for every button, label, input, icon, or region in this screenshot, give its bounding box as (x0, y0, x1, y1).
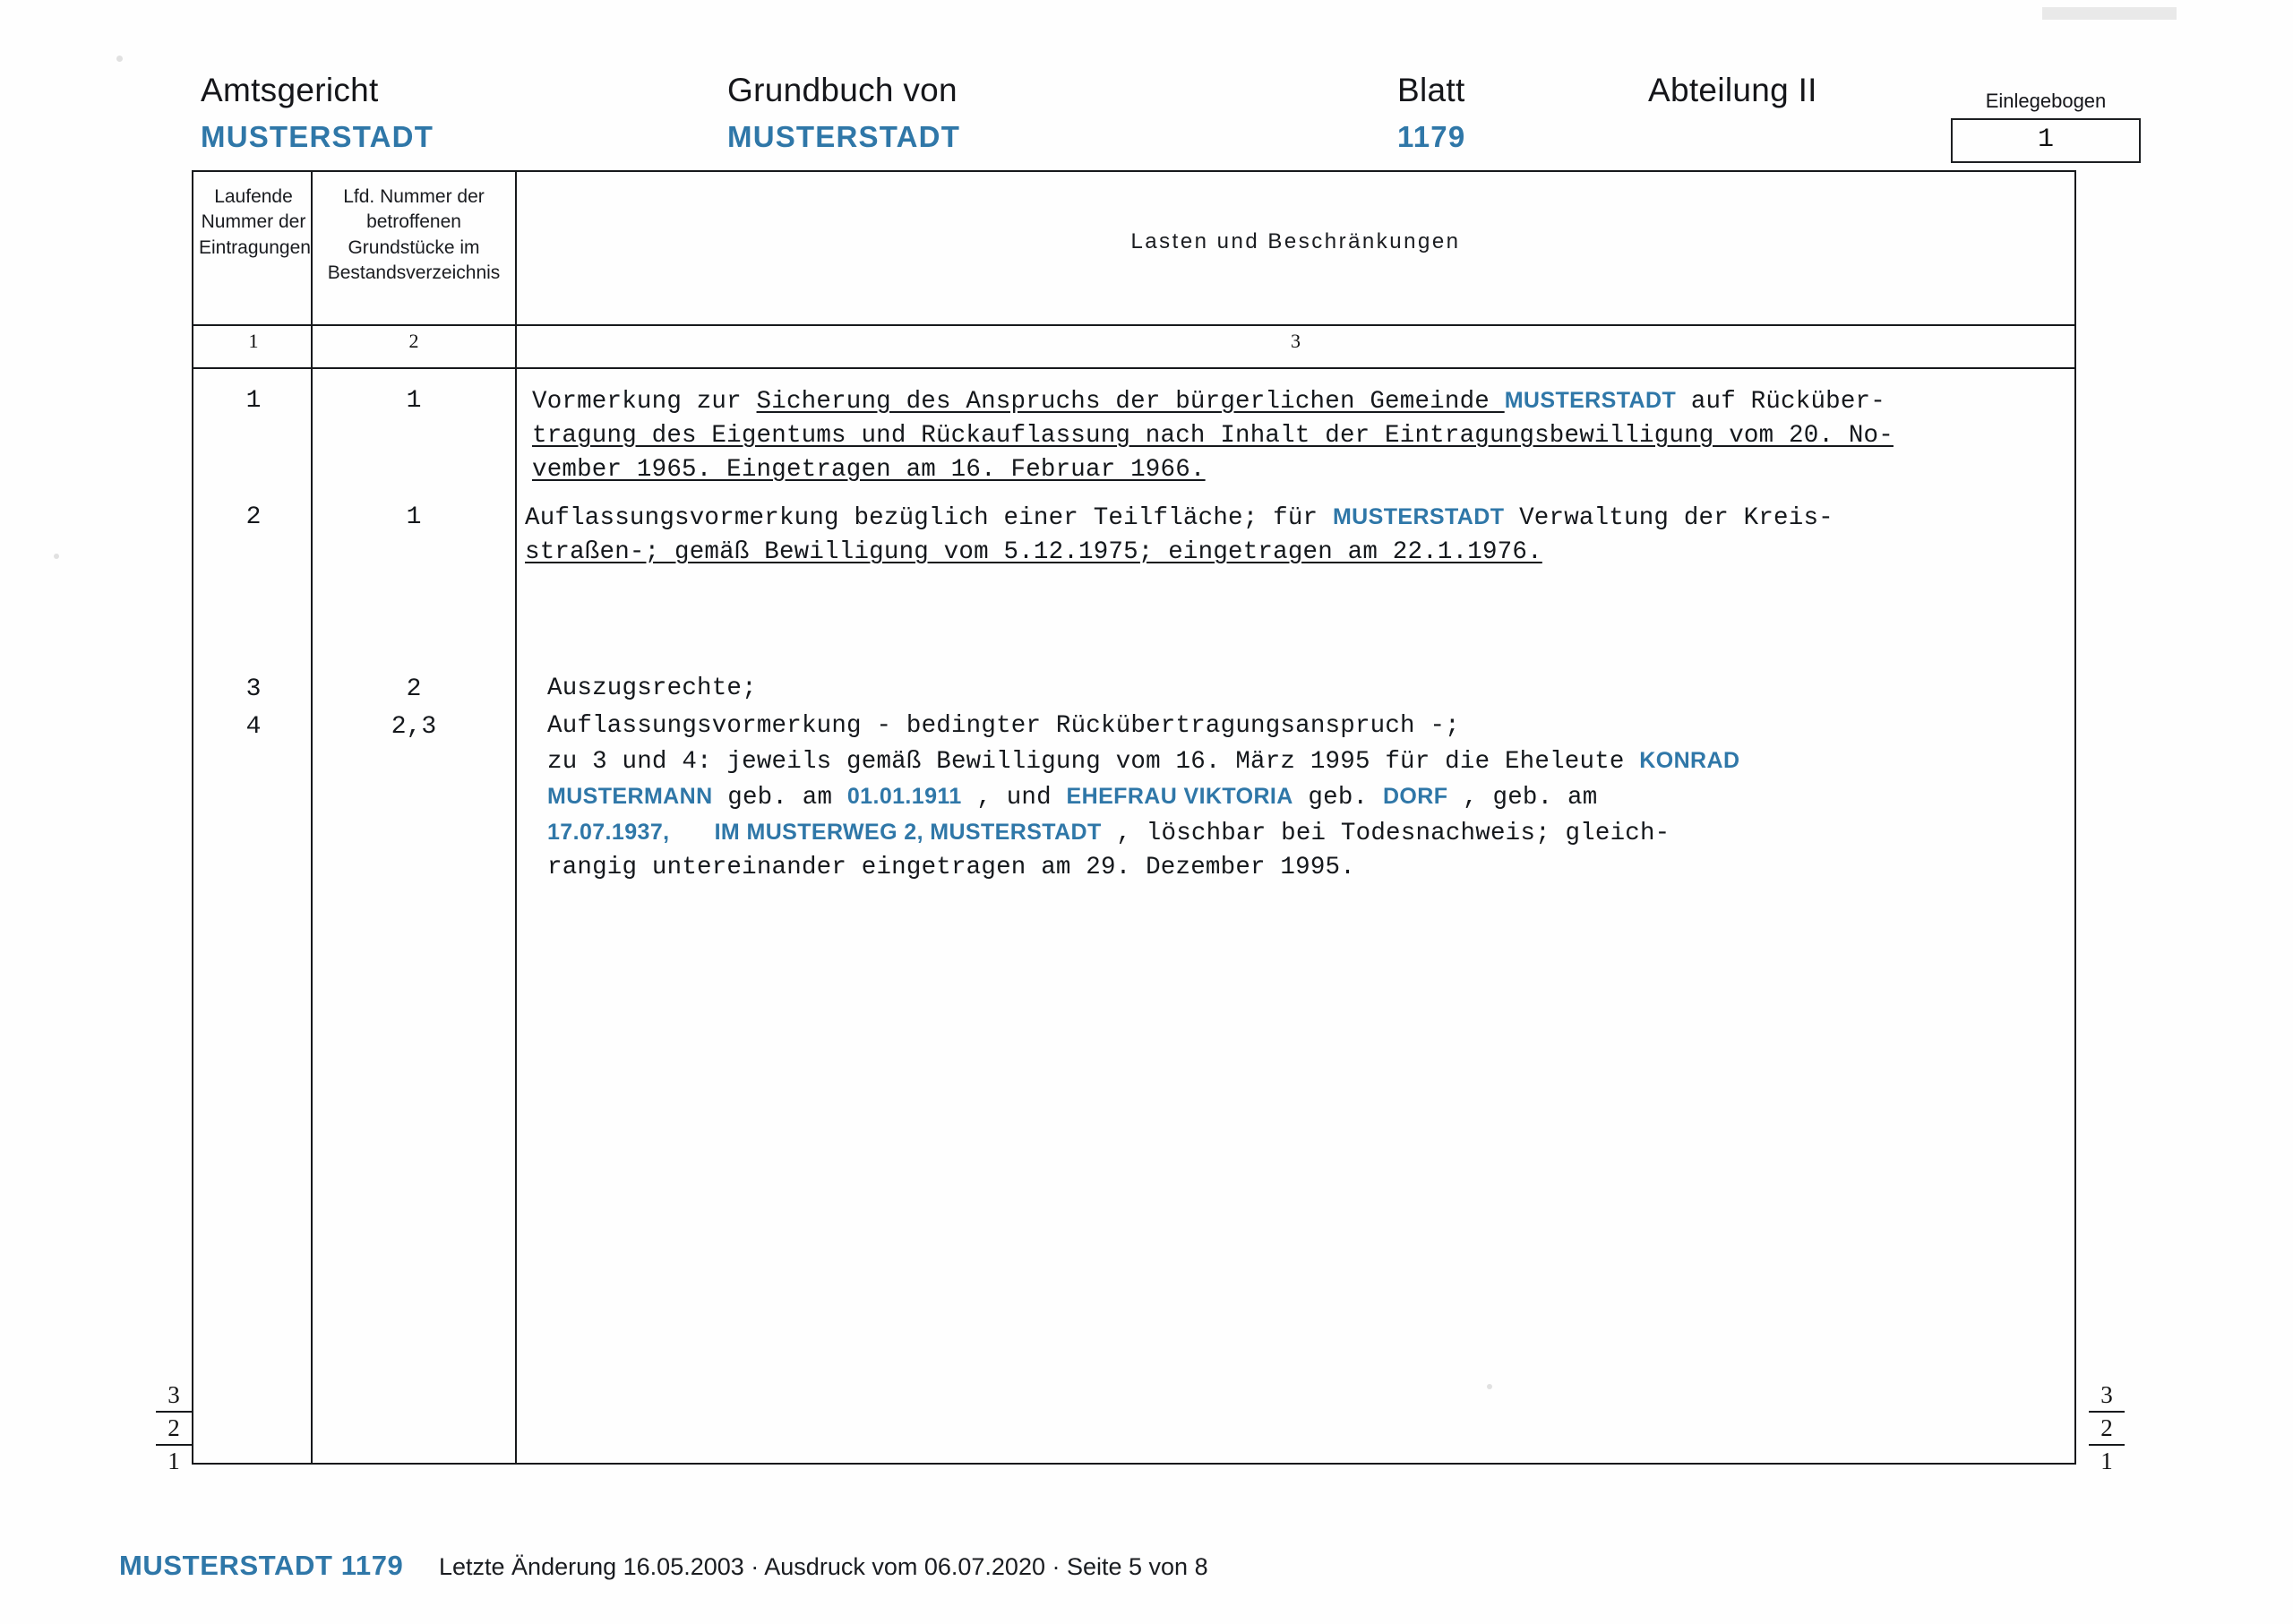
entry-parcel-ref: 1 (406, 387, 422, 415)
margin-tick: 2 (156, 1411, 192, 1444)
entry-number: 3 (245, 675, 262, 703)
column-header-3: Lasten und Beschränkungen (1130, 229, 1461, 253)
insert-sheet-block (1951, 90, 2141, 163)
entry-highlight: DORF (1382, 784, 1448, 809)
entry-text-part: Vormerkung zur (532, 388, 757, 416)
court-value: MUSTERSTADT (201, 120, 434, 153)
entry-highlight: MUSTERSTADT (1504, 388, 1677, 413)
column-header-2: Lfd. Nummer der betroffenen Grundstücke im Bestandsverzeichnis (327, 186, 501, 284)
entry-text (547, 672, 2061, 706)
entry-text-part: Verwaltung der Kreis- (1504, 504, 1834, 532)
entry-text-line (532, 383, 2055, 419)
entry-text-line (547, 779, 2070, 815)
sheet-value: 1179 (1397, 120, 1466, 153)
margin-tick: 1 (2089, 1444, 2125, 1477)
entry-text-part: , und (961, 784, 1067, 812)
margin-ticks-right (2089, 1379, 2125, 1477)
entry-highlight: MUSTERMANN (547, 784, 713, 809)
column-number-3: 3 (1291, 330, 1301, 352)
entry-text-part: zu 3 und 4: jeweils gemäß Bewilligung vom 16. März 1995 für die Eheleute (547, 748, 1640, 776)
entry-text-line: straßen-; gemäß Bewilligung vom 5.12.1975; eingetragen am 22.1.1976. (525, 538, 1542, 566)
insert-sheet-label: Einlegebogen (1985, 90, 2107, 112)
entry-text-line: Auszugsrechte; (547, 675, 757, 702)
entry-highlight: 17.07.1937, (547, 820, 670, 845)
register-label: Grundbuch von (727, 72, 958, 108)
column-header-1: Laufende Nummer der Eintragungen (199, 186, 311, 258)
entry-text-part: , geb. am (1447, 784, 1598, 812)
entry-text-part: Auflassungsvormerkung bezüglich einer Teilfläche; für (525, 504, 1333, 532)
scan-speck (116, 56, 123, 62)
margin-tick: 3 (167, 1381, 180, 1408)
entry-text-line (525, 500, 2074, 536)
column-number-1: 1 (248, 330, 259, 352)
section-label: Abteilung II (1648, 72, 1817, 108)
entry-text-line (547, 743, 2070, 779)
entry-text (525, 500, 2074, 570)
entry-text (532, 383, 2055, 487)
sheet-label: Blatt (1397, 72, 1465, 108)
entry-text-part: geb. (1292, 784, 1383, 812)
entry-number: 2 (245, 503, 262, 531)
register-block (727, 72, 960, 154)
section-block (1648, 72, 1817, 109)
entry-text (547, 709, 2070, 885)
insert-sheet-value: 1 (1951, 118, 2141, 163)
margin-tick: 2 (2089, 1411, 2125, 1444)
table-column-divider-2 (515, 172, 517, 1463)
entry-parcel-ref: 2 (406, 675, 422, 703)
entry-text-line: Auflassungsvormerkung - bedingter Rückübertragungsanspruch -; (547, 712, 1460, 740)
entry-text-part: , löschbar bei Todesnachweis; gleich- (1101, 820, 1670, 847)
scan-speck (54, 554, 59, 559)
table-header-divider (193, 324, 2074, 326)
court-label: Amtsgericht (201, 72, 379, 108)
entries-table (192, 170, 2076, 1465)
table-column-divider-1 (311, 172, 313, 1463)
table-numberrow-divider (193, 367, 2074, 369)
entry-number: 1 (245, 387, 262, 415)
scan-artifact (2042, 7, 2177, 20)
entry-parcel-ref: 1 (406, 503, 422, 531)
entry-text-line: vember 1965. Eingetragen am 16. Februar 1966. (532, 456, 1206, 484)
entry-highlight: KONRAD (1639, 748, 1740, 773)
court-block (201, 72, 434, 154)
footer-meta: Letzte Änderung 16.05.2003 · Ausdruck vom 06.07.2020 · Seite 5 von 8 (439, 1553, 1208, 1580)
entry-text-line: rangig untereinander eingetragen am 29. Dezember 1995. (547, 854, 1355, 881)
sheet-block (1397, 72, 1465, 154)
entry-highlight: IM MUSTERWEG 2, MUSTERSTADT (714, 820, 1102, 845)
entry-highlight: 01.01.1911 (846, 784, 962, 809)
entry-number: 4 (245, 713, 262, 741)
entry-highlight: MUSTERSTADT (1332, 504, 1505, 529)
column-number-2: 2 (408, 330, 419, 352)
entry-text-part: Sicherung des Anspruchs der bürgerlichen Gemeinde (756, 388, 1505, 416)
register-value: MUSTERSTADT (727, 120, 961, 153)
entry-parcel-ref: 2,3 (391, 713, 437, 741)
margin-tick: 3 (2100, 1381, 2113, 1408)
margin-tick: 1 (156, 1444, 192, 1477)
entry-text-line (547, 815, 2070, 851)
document-header (0, 63, 2293, 161)
footer-brand: MUSTERSTADT 1179 (119, 1550, 404, 1581)
entry-text-part: geb. am (712, 784, 847, 812)
entry-text-part: auf Rücküber- (1676, 388, 1885, 416)
entry-highlight: EHEFRAU VIKTORIA (1066, 784, 1293, 809)
entry-text-line: tragung des Eigentums und Rückauflassung nach Inhalt der Eintragungsbewilligung vom 20. No- (532, 422, 1894, 450)
margin-ticks-left (156, 1379, 192, 1477)
